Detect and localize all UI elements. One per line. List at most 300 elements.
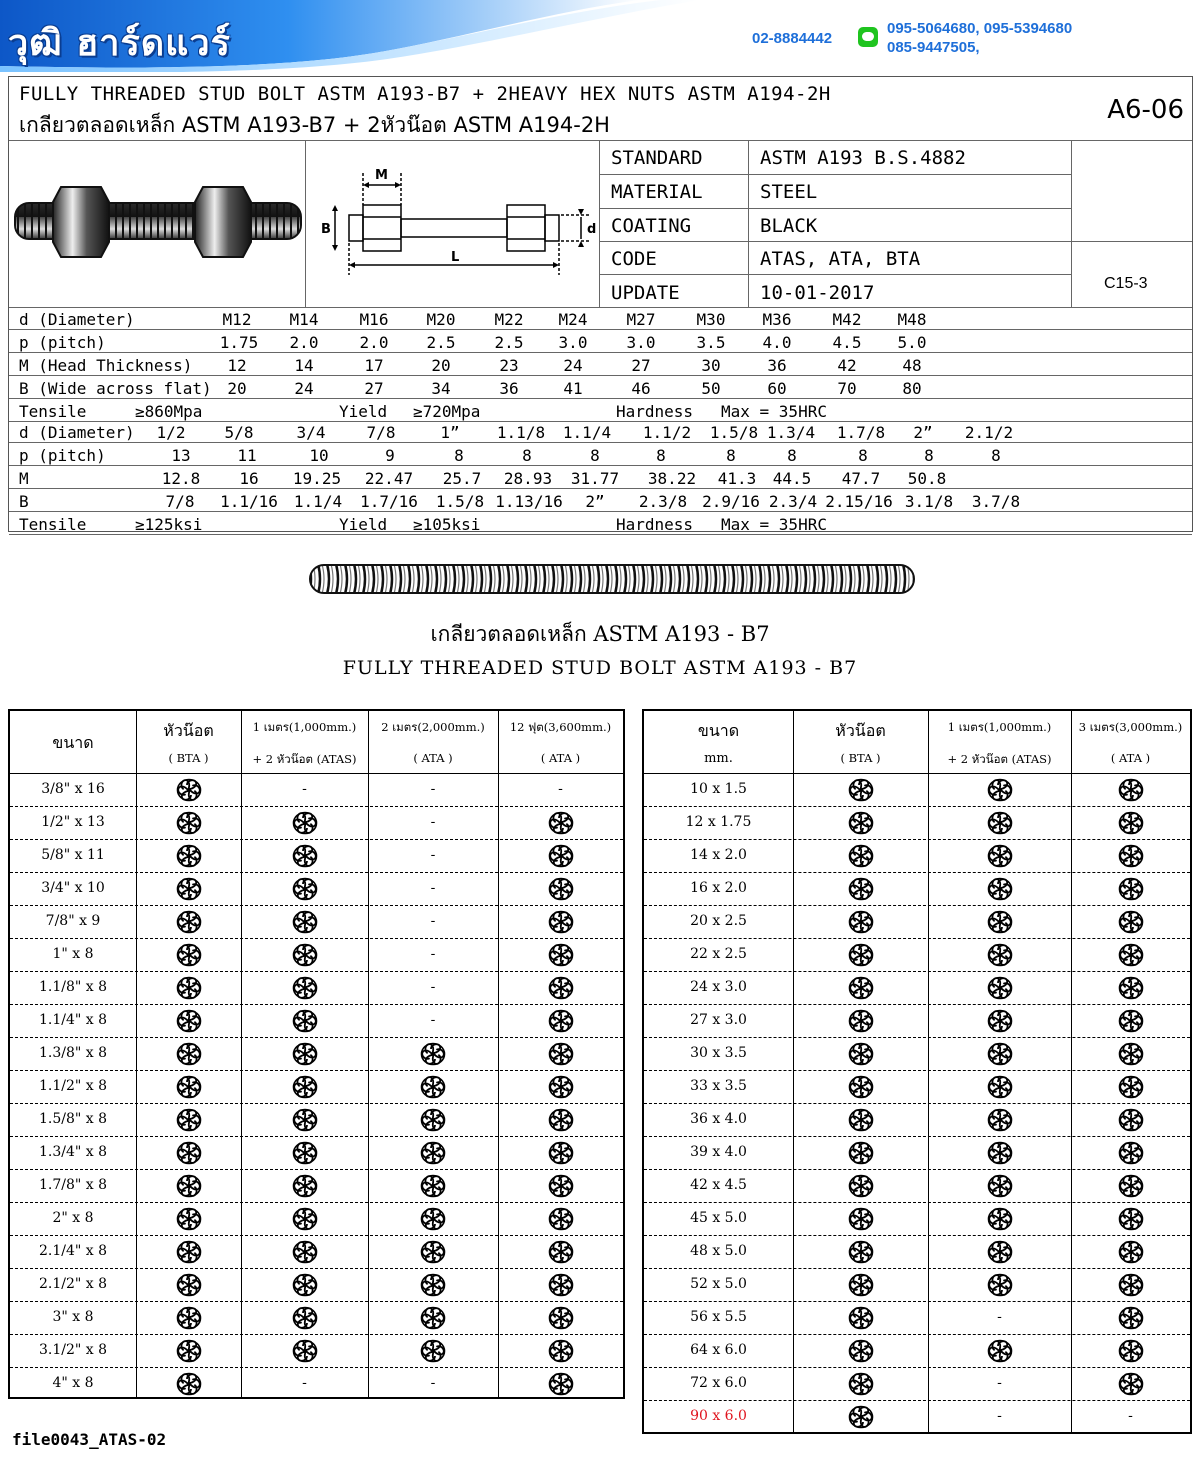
divider [305,140,306,307]
swirl-icon [292,1009,318,1033]
swirl-icon [848,778,874,802]
row-value: 1.3/4 [766,423,816,442]
swirl-icon [548,1306,574,1330]
swirl-icon [292,910,318,934]
stud-bolt-image [13,177,303,267]
swirl-icon [292,1042,318,1066]
row-divider [10,1070,623,1071]
available-mark [241,943,368,971]
row-value: 41.3 [717,469,757,488]
swirl-icon [987,976,1013,1000]
swirl-icon [548,1042,574,1066]
swirl-icon [292,1306,318,1330]
swirl-icon [548,1075,574,1099]
row-divider [644,872,1190,873]
available-mark [136,877,241,905]
dash-symbol: - [430,781,436,797]
row-value: 4.0 [762,333,792,352]
available-mark [136,1108,241,1136]
attr-value-coating: BLACK [760,215,818,237]
row-value: 8 [726,446,736,465]
available-mark [793,1075,928,1103]
available-mark [793,1306,928,1334]
swirl-icon [292,1273,318,1297]
swirl-icon [848,943,874,967]
row-value: 13 [171,446,191,465]
row-label: p (pitch) [19,333,106,352]
swirl-icon [848,877,874,901]
dash-symbol: - [430,1375,436,1391]
attr-key-coating: COATING [611,215,692,237]
row-value: 8 [454,446,464,465]
available-mark [241,1042,368,1070]
available-mark [498,1339,623,1367]
swirl-icon [548,1174,574,1198]
row-divider [644,1202,1190,1203]
available-mark [136,910,241,938]
swirl-icon [987,1108,1013,1132]
swirl-icon [987,1174,1013,1198]
row-value: 46 [631,379,651,398]
row-value: 38.22 [647,469,697,488]
row-value: 8 [858,446,868,465]
file-name: file0043_ATAS-02 [12,1430,167,1449]
available-mark [928,778,1071,806]
available-mark [368,1306,498,1334]
row-value: M22 [494,310,524,329]
row-divider [10,971,623,972]
row-value: 60 [767,379,787,398]
header-1-bottom: ( BTA ) [168,751,209,765]
divider [9,352,1192,353]
available-mark [928,1009,1071,1037]
available-mark [241,1207,368,1235]
available-mark [928,1240,1071,1268]
row-divider [10,1037,623,1038]
swirl-icon [1118,1075,1144,1099]
available-mark [793,1141,928,1169]
swirl-icon [176,1372,202,1396]
swirl-icon [848,910,874,934]
swirl-icon [292,844,318,868]
available-mark [136,1273,241,1301]
swirl-icon [848,1372,874,1396]
row-value: 1.1/4 [562,423,612,442]
row-label: B [19,492,29,511]
row-value: M48 [897,310,927,329]
available-mark [793,778,928,806]
available-mark [241,1306,368,1334]
swirl-icon [1118,1339,1144,1363]
swirl-icon [987,1075,1013,1099]
available-mark [241,1108,368,1136]
row-divider [644,839,1190,840]
swirl-icon [176,1108,202,1132]
size-cell: 36 x 4.0 [690,1111,747,1127]
row-value: 1.5/8 [709,423,759,442]
swirl-icon [420,1240,446,1264]
size-cell: 39 x 4.0 [690,1144,747,1160]
row-value: 1” [440,423,460,442]
available-mark [498,1141,623,1169]
attr-value-update: 10-01-2017 [760,282,875,304]
divider [9,442,1192,443]
available-mark [136,811,241,839]
size-cell: 42 x 4.5 [690,1177,747,1193]
header-2-bottom: + 2 หัวน๊อต (ATAS) [947,752,1052,766]
available-mark [498,1273,623,1301]
row-divider [644,1070,1190,1071]
row-value: 34 [431,379,451,398]
row-value: M12 [222,310,252,329]
available-mark [1071,778,1190,806]
row-value: M42 [832,310,862,329]
available-mark [368,1273,498,1301]
row-value: 2” [913,423,933,442]
swirl-icon [848,1141,874,1165]
available-mark [928,1207,1071,1235]
swirl-icon [987,943,1013,967]
available-mark [368,1075,498,1103]
swirl-icon [548,976,574,1000]
unavailable-mark [368,781,498,797]
size-cell: 1.3/8" x 8 [38,1045,108,1061]
unavailable-mark [928,1309,1071,1325]
row-divider [10,839,623,840]
swirl-icon [1118,1207,1144,1231]
row-divider [10,1103,623,1104]
row-value: 27 [631,356,651,375]
available-mark [498,943,623,971]
row-label: p (pitch) [19,446,106,465]
row-value: 2.1/2 [964,423,1014,442]
available-mark [498,1306,623,1334]
swirl-icon [176,778,202,802]
size-cell: 3/8" x 16 [41,781,105,797]
hardness-value: Max = 35HRC [721,402,827,421]
row-divider [644,1301,1190,1302]
size-cell: 90 x 6.0 [690,1408,747,1424]
dash-symbol: - [997,1309,1002,1325]
swirl-icon [987,1240,1013,1264]
header-4-top: 12 ฟุต(3,600mm.) [509,720,612,734]
swirl-icon [176,1009,202,1033]
available-mark [1071,910,1190,938]
row-label: M (Head Thickness) [19,356,193,375]
divider [9,329,1192,330]
yield-label: Yield [339,402,388,421]
swirl-icon [548,943,574,967]
size-cell: 1.1/4" x 8 [38,1012,108,1028]
swirl-icon [548,1339,574,1363]
mobile-line-1: 095-5064680, 095-5394680 [887,20,1073,37]
swirl-icon [987,877,1013,901]
swirl-icon [292,1141,318,1165]
available-mark [793,1009,928,1037]
swirl-icon [176,1042,202,1066]
row-divider [10,1334,623,1335]
row-divider [644,1169,1190,1170]
row-value: 50.8 [907,469,947,488]
available-mark [136,1240,241,1268]
size-cell: 72 x 6.0 [690,1375,747,1391]
available-mark [368,1339,498,1367]
size-cell: 3" x 8 [52,1309,94,1325]
available-mark [1071,1207,1190,1235]
available-mark [136,976,241,1004]
swirl-icon [292,877,318,901]
header-0-bottom: mm. [704,751,733,766]
row-value: 30 [701,356,721,375]
swirl-icon [420,1108,446,1132]
attr-value-standard: ASTM A193 B.S.4882 [760,147,966,169]
swirl-icon [987,1009,1013,1033]
swirl-icon [176,1075,202,1099]
row-value: 44.5 [772,469,812,488]
diagram-label-b: B [321,222,331,237]
swirl-icon [292,1075,318,1099]
swirl-icon [848,1108,874,1132]
available-mark [241,877,368,905]
header-0-top: ขนาด [52,733,94,752]
swirl-icon [420,1042,446,1066]
swirl-icon [1118,1174,1144,1198]
swirl-icon [987,1339,1013,1363]
swirl-icon [1118,976,1144,1000]
row-divider [644,1103,1190,1104]
row-value: 42 [837,356,857,375]
size-cell: 1.1/2" x 8 [38,1078,108,1094]
row-value: 2.9/16 [702,492,760,511]
dash-symbol: - [430,913,436,929]
row-divider [10,872,623,873]
available-mark [928,1273,1071,1301]
dash-symbol: - [430,847,436,863]
swirl-icon [1118,1306,1144,1330]
imperial-diameter-row [9,421,1192,443]
size-cell: 2.1/2" x 8 [38,1276,108,1292]
dash-symbol: - [430,979,436,995]
swirl-icon [1118,1009,1144,1033]
unavailable-mark [1071,1408,1190,1424]
size-cell: 56 x 5.5 [690,1309,747,1325]
hardness-label: Hardness [616,402,694,421]
row-value: 10 [309,446,329,465]
swirl-icon [1118,811,1144,835]
swirl-icon [848,1174,874,1198]
unavailable-mark [241,1375,368,1391]
diagram-label-m: M [375,168,388,183]
size-cell: 7/8" x 9 [45,913,101,929]
attr-key-standard: STANDARD [611,147,703,169]
available-mark [928,811,1071,839]
available-mark [928,943,1071,971]
size-cell: 5/8" x 11 [41,847,105,863]
available-mark [136,1075,241,1103]
size-cell: 20 x 2.5 [690,913,747,929]
swirl-icon [420,1306,446,1330]
swirl-icon [848,1405,874,1429]
row-value: 2.5 [426,333,456,352]
available-mark [498,811,623,839]
swirl-icon [420,1141,446,1165]
available-mark [928,844,1071,872]
available-mark [498,1372,623,1400]
row-value: 1.1/8 [496,423,546,442]
row-value: 2.15/16 [825,492,893,511]
available-mark [368,1108,498,1136]
unavailable-mark [241,781,368,797]
row-divider [10,1301,623,1302]
row-value: 20 [431,356,451,375]
row-value: 2.3/8 [638,492,688,511]
dash-symbol: - [302,781,307,797]
header-1-bottom: ( BTA ) [840,751,881,765]
row-value: 8 [991,446,1001,465]
swirl-icon [548,1009,574,1033]
swirl-icon [292,976,318,1000]
phone-number: 02-8884442 [752,30,833,47]
header-0-top: ขนาด [697,721,740,740]
available-mark [1071,844,1190,872]
tensile-value: ≥125ksi [135,515,203,534]
row-divider [644,1235,1190,1236]
unavailable-mark [368,880,498,896]
divider [9,511,1192,512]
row-value: 11 [237,446,257,465]
row-value: 16 [239,469,259,488]
row-value: 2.0 [289,333,319,352]
header-2-top: 1 เมตร(1,000mm.) [947,720,1052,734]
swirl-icon [176,844,202,868]
row-label: M [19,469,29,488]
swirl-icon [987,1273,1013,1297]
row-divider [644,1037,1190,1038]
swirl-icon [848,1042,874,1066]
divider [748,140,749,307]
available-mark [793,1042,928,1070]
available-mark [793,1108,928,1136]
swirl-icon [1118,1273,1144,1297]
size-cell: 30 x 3.5 [690,1045,747,1061]
header-3-top: 3 เมตร(3,000mm.) [1078,720,1183,734]
yield-value: ≥105ksi [413,515,481,534]
row-value: 27 [364,379,384,398]
row-value: 2.3/4 [768,492,818,511]
size-cell: 4" x 8 [52,1375,94,1391]
dash-symbol: - [430,814,436,830]
size-cell: 27 x 3.0 [690,1012,747,1028]
row-value: 20 [227,379,247,398]
metric-mechanical-row [9,400,1192,422]
available-mark [1071,1372,1190,1400]
diagram-label-d: d [587,222,597,237]
swirl-icon [987,1141,1013,1165]
unavailable-mark [368,814,498,830]
swirl-icon [848,1009,874,1033]
dash-symbol: - [997,1408,1002,1424]
row-divider [10,1169,623,1170]
row-value: 1.7/16 [360,492,418,511]
row-value: 36 [499,379,519,398]
hardness-label: Hardness [616,515,694,534]
row-value: 47.7 [841,469,881,488]
swirl-icon [848,1075,874,1099]
swirl-icon [176,1306,202,1330]
available-mark [498,1075,623,1103]
row-divider [644,938,1190,939]
row-divider [644,1334,1190,1335]
tensile-label: Tensile [19,402,87,421]
swirl-icon [848,976,874,1000]
row-value: M27 [626,310,656,329]
swirl-icon [987,844,1013,868]
swirl-icon [1118,877,1144,901]
available-mark [793,844,928,872]
row-value: 8 [590,446,600,465]
unavailable-mark [498,781,623,797]
row-value: 2.5 [494,333,524,352]
row-divider [10,1004,623,1005]
available-mark [241,844,368,872]
available-mark [928,1141,1071,1169]
dash-symbol: - [558,781,563,797]
size-cell: 1.1/8" x 8 [38,979,108,995]
swirl-icon [848,1240,874,1264]
swirl-icon [420,1273,446,1297]
swirl-icon [292,1207,318,1231]
row-value: 8 [522,446,532,465]
row-value: M24 [558,310,588,329]
swirl-icon [176,976,202,1000]
available-mark [136,1207,241,1235]
header-1-top: หัวน๊อต [835,721,886,740]
swirl-icon [848,811,874,835]
dash-symbol: - [997,1375,1002,1391]
divider [9,465,1192,466]
row-value: M36 [762,310,792,329]
swirl-icon [420,1339,446,1363]
imperial-size-table [8,709,625,1399]
divider [9,398,1192,399]
row-value: 3.5 [696,333,726,352]
attr-value-code: ATAS, ATA, BTA [760,248,921,270]
swirl-icon [548,1141,574,1165]
size-cell: 3/4" x 10 [41,880,105,896]
divider [599,174,1071,175]
row-value: 3.7/8 [971,492,1021,511]
row-value: 80 [902,379,922,398]
header-3-top: 2 เมตร(2,000mm.) [381,720,485,734]
available-mark [793,943,928,971]
swirl-icon [987,778,1013,802]
available-mark [136,1339,241,1367]
size-cell: 48 x 5.0 [690,1243,747,1259]
swirl-icon [548,1108,574,1132]
line-app-icon [858,27,878,47]
size-cell: 1.5/8" x 8 [38,1111,108,1127]
swirl-icon [176,1273,202,1297]
hardness-value: Max = 35HRC [721,515,827,534]
dash-symbol: - [1128,1408,1133,1424]
dimension-diagram [319,163,599,279]
available-mark [136,844,241,872]
spec-panel [8,76,1193,532]
metric-pitch-row [9,331,1192,353]
unavailable-mark [368,1375,498,1391]
available-mark [136,943,241,971]
available-mark [136,1174,241,1202]
